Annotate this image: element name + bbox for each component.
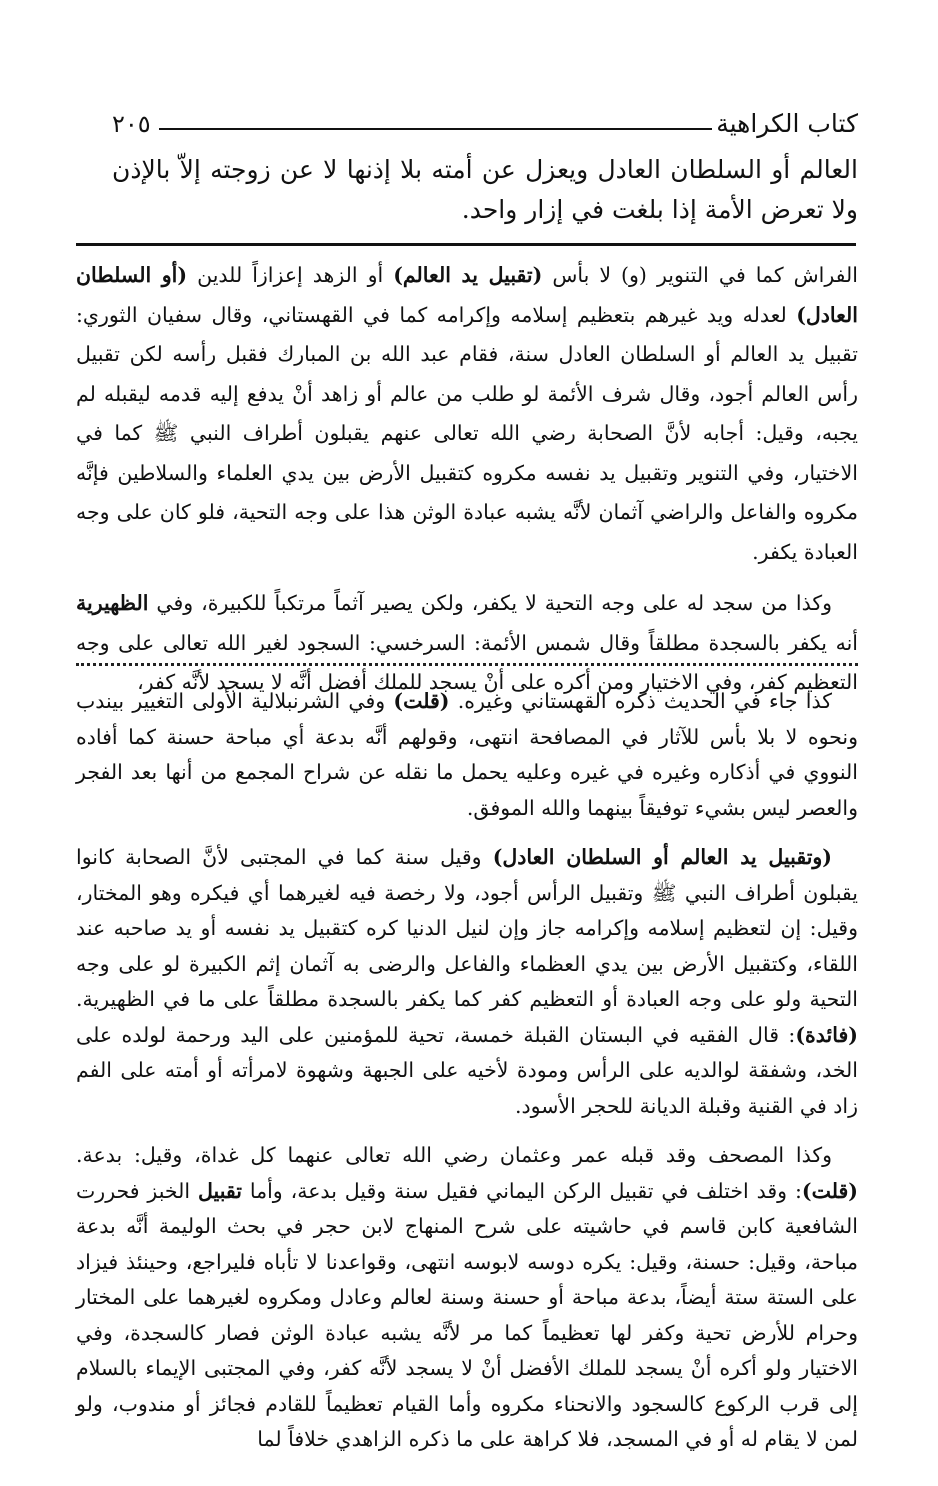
text-run: وكذا المصحف وقد قبله عمر وعثمان رضي الله تعالى عنهما كل غداة، وقيل: بدعة. — [76, 1143, 832, 1167]
text-run: وقيل سنة كما في المجتبى لأنَّ الصحابة كانوا يقبلون أطراف النبي ﷺ وتقبيل الرأس أجود، ولا رخصة فيه لغيرهما أي فيكره وهو المختار، وقيل: إن لتعظيم إسلامه وإكرامه جاز وإن لنيل الدنيا كره كتقبيل يد نفسه أو يد صاحبه عند اللقاء، وكتقبيل الأرض بين يدي العظماء والفاعل والرضى به آثمان إثم الكبيرة لو على وجه التحية ولو على وجه العبادة أو التعظيم كفر كما يكفر بالسجدة مطلقاً على ما في الظهيرية. — [76, 845, 858, 1011]
book-title: كتاب الكراهية — [716, 109, 858, 138]
quoted-term: الظهيرية — [76, 591, 149, 615]
commentary-paragraph — [76, 684, 858, 826]
quoted-term: تقبيل — [198, 1178, 242, 1203]
text-run: أنه يكفر بالسجدة مطلقاً وقال شمس الأئمة: السرخسي: السجود لغير الله تعالى على وجه التعظيم كفر، وفي الاختيار ومن أكره على أنْ يسجد للملك أفضل أنَّه لا يسجد لأنَّه كفر، — [76, 630, 858, 694]
running-header — [112, 96, 858, 136]
commentary-paragraph — [76, 840, 858, 1124]
quoted-term: (قلت) — [801, 1178, 858, 1203]
text-run: وفي الشرنبلالية الأولى التغيير بيندب ونحوه لا بلا بأس للآثار في المصافحة انتهى، وقولهم أنَّه بدعة أي مباحة حسنة كما أفاده النووي في أذكاره وغيره في غيره وعليه يحمل ما نقله عن شراح المجمع من أنها بعد الفجر والعصر ليس بشيء توفيقاً بينهما والله الموفق. — [76, 689, 858, 820]
text-run: أو الزهد إعزازاً للدين — [187, 263, 394, 287]
commentary-section-2 — [76, 684, 858, 1458]
commentary-section-1 — [76, 256, 858, 703]
text-run: الفراش كما في التنوير (و) لا بأس — [542, 263, 858, 287]
quoted-term: (تقبيل يد العالم) — [393, 263, 543, 287]
text-run: لعدله ويد غيرهم بتعظيم إسلامه وإكرامه كما في القهستاني، وقال سفيان الثوري: تقبيل يد العالم أو السلطان العادل سنة، فقام عبد الله بن المبارك فقبل رأسه لكن تقبيل رأس العالم أجود، وقال شرف الأئمة لو طلب من عالم أو زاهد أنْ يدفع إليه قدمه ليقبله لم يجبه، وقيل: أجابه لأنَّ الصحابة رضي الله تعالى عنهم يقبلون أطراف النبي ﷺ كما في الاختيار، وفي التنوير وتقبيل يد نفسه مكروه كتقبيل الأرض بين يدي العلماء والسلاطين فإنَّه مكروه والفاعل والراضي آثمان لأنَّه يشبه عبادة الوثن هذا على وجه التحية، فلو كان على وجه العبادة يكفر. — [76, 302, 858, 564]
page-number: ٢٠٥ — [112, 110, 151, 138]
quoted-term: (قلت) — [393, 689, 450, 713]
quoted-term: (وتقبيل يد العالم أو السلطان العادل) — [492, 845, 833, 869]
dotted-separator — [76, 663, 858, 666]
text-run: : وقد اختلف في تقبيل الركن اليماني فقيل سنة وقيل بدعة، وأما — [241, 1178, 802, 1203]
quoted-term: (فائدة) — [795, 1022, 858, 1047]
header-rule — [159, 128, 713, 130]
text-run: : قال الفقيه في البستان القبلة خمسة، تحية للمؤمنين على اليد ورحمة لولده على الخد، وشفقة لوالديه على الرأس ومودة لأخيه على الجبهة وشهوة لامرأته أو أمته على الفم زاد في القنية وقبلة الديانة للحجر الأسود. — [76, 1022, 858, 1118]
commentary-paragraph — [76, 256, 858, 572]
text-run: الخبز فحررت الشافعية كابن قاسم في حاشيته على شرح المنهاج لابن حجر في بحث الوليمة أنَّه بدعة مباحة، وقيل: حسنة، وقيل: يكره دوسه لابوسه انتهى، وقواعدنا لا تأباه فليراجع، وحينئذ فيزاد على الستة ستة أيضاً، بدعة مباحة أو حسنة وسنة لعالم وعادل ومكروه لغيرهما على المختار وحرام للأرض تحية وكفر لها تعظيماً كما مر لأنَّه يشبه عبادة الوثن فصار كالسجدة، وفي الاختيار ولو أكره أنْ يسجد للملك الأفضل أنْ لا يسجد لأنَّه كفر، وفي المجتبى الإيماء بالسلام إلى قرب الركوع كالسجود والانحناء مكروه وأما القيام تعظيماً للقادم فجائز أو مندوب، ولو لمن لا يقام له أو في المسجد، فلا كراهة على ما ذكره الزاهدي خلافاً لما — [76, 1178, 858, 1451]
text-run: وكذا من سجد له على وجه التحية لا يكفر، ولكن يصير آثماً مرتكباً للكبيرة، وفي — [148, 591, 832, 615]
quoted-term: (أو السلطان العادل) — [76, 263, 858, 327]
main-text: العالم أو السلطان العادل ويعزل عن أمته بلا إذنها لا عن زوجته إلاّ بالإذن ولا تعرض الأمة إذا بلغت في إزار واحد. — [112, 155, 858, 224]
commentary-paragraph — [76, 1138, 858, 1458]
main-text-divider — [76, 243, 856, 246]
text-run: كذا جاء في الحديث ذكره القهستاني وغيره. — [449, 689, 832, 713]
